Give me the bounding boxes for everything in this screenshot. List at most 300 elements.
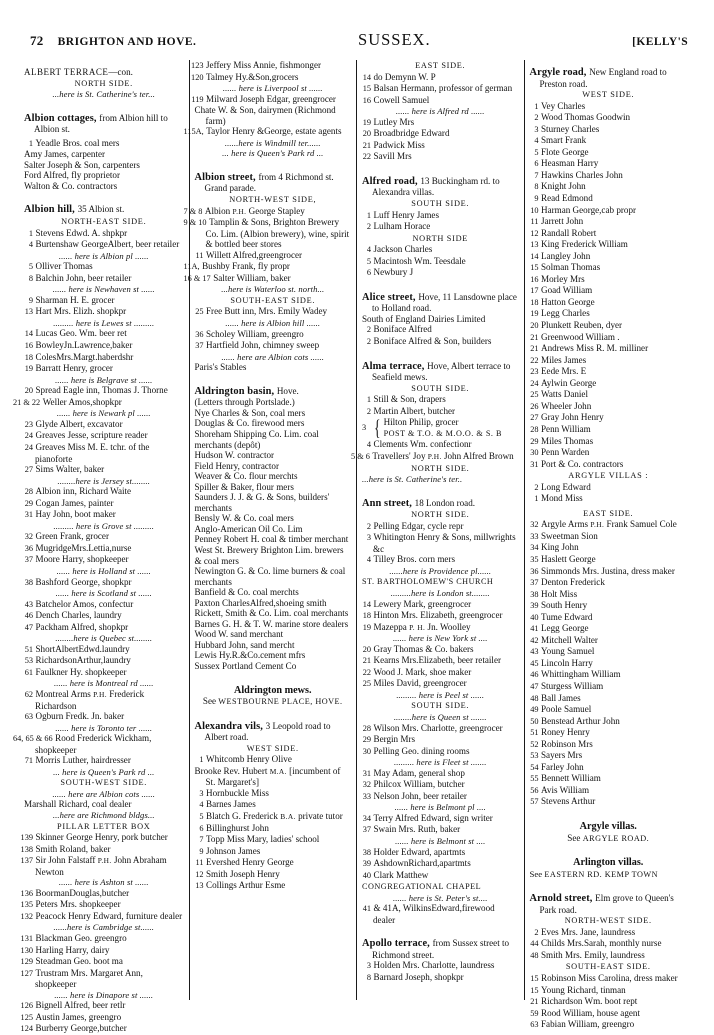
directory-entry[interactable] <box>195 566 352 587</box>
directory-entry[interactable] <box>24 149 184 160</box>
directory-entry[interactable] <box>195 492 352 513</box>
directory-entry[interactable] <box>195 629 352 640</box>
directory-entry[interactable] <box>183 205 352 218</box>
directory-entry[interactable] <box>384 428 519 440</box>
street-name: Arnold street, <box>529 893 596 905</box>
directory-entry[interactable] <box>183 272 352 285</box>
entry-name: POST & T.O. & M.O.O. & S. B <box>383 428 502 438</box>
house-number: 25 <box>362 679 371 689</box>
entry-line <box>24 363 184 375</box>
directory-entry[interactable] <box>24 599 184 611</box>
entry-line <box>20 832 184 844</box>
entry-line <box>195 619 352 630</box>
entry-name: Banfield & Co. coal merchts <box>194 587 299 598</box>
directory-entry[interactable] <box>191 60 352 72</box>
directory-entry[interactable] <box>362 779 519 791</box>
directory-entry[interactable] <box>195 811 352 823</box>
directory-entry[interactable] <box>195 450 352 461</box>
house-number: 1 <box>534 101 539 111</box>
house-number: 131 <box>20 934 33 944</box>
directory-entry[interactable] <box>362 151 519 163</box>
entry-line <box>362 72 519 84</box>
directory-entry[interactable] <box>195 250 352 262</box>
directory-entry[interactable] <box>362 521 519 533</box>
directory-entry[interactable] <box>530 112 688 124</box>
street-heading[interactable] <box>530 893 688 915</box>
directory-entry[interactable] <box>24 385 184 397</box>
street-extent: Hove, 11 Lansdowne place to Holland road. <box>372 291 517 314</box>
directory-entry[interactable] <box>20 956 184 968</box>
directory-entry[interactable] <box>362 314 519 325</box>
directory-entry[interactable] <box>13 396 184 409</box>
directory-entry[interactable] <box>183 261 352 273</box>
directory-entry[interactable] <box>530 493 688 505</box>
directory-entry[interactable] <box>24 644 184 656</box>
directory-entry[interactable] <box>195 619 352 630</box>
directory-entry[interactable] <box>24 689 184 711</box>
house-number: 4 <box>366 440 371 450</box>
directory-entry[interactable] <box>195 534 352 545</box>
directory-entry[interactable] <box>24 239 184 251</box>
entry-name: Harman George,cab propr <box>541 204 637 215</box>
directory-entry[interactable] <box>362 847 519 859</box>
directory-entry[interactable] <box>195 766 352 788</box>
directory-entry[interactable] <box>195 362 352 373</box>
cross-street-note: ...... here is New York st .... <box>392 633 488 644</box>
house-number: 130 <box>20 945 33 955</box>
directory-entry[interactable] <box>24 554 184 566</box>
directory-entry[interactable] <box>24 363 184 375</box>
house-number: 18 <box>530 297 539 307</box>
house-number: 23 <box>530 367 539 377</box>
directory-entry[interactable] <box>195 545 352 566</box>
house-number: 5 & 6 <box>351 451 370 461</box>
directory-entry[interactable] <box>24 228 184 240</box>
entry-line <box>530 147 688 159</box>
directory-entry[interactable] <box>530 612 688 624</box>
directory-entry[interactable] <box>530 623 688 635</box>
directory-entry[interactable] <box>530 785 688 797</box>
directory-entry[interactable] <box>24 430 184 442</box>
entry-line <box>530 181 688 193</box>
directory-entry[interactable] <box>24 261 184 273</box>
directory-entry[interactable] <box>24 610 184 622</box>
entry-line <box>24 599 184 611</box>
directory-entry[interactable] <box>362 439 519 451</box>
directory-entry[interactable] <box>24 442 184 464</box>
entry-name: Robinson Miss Carolina, dress maker <box>541 973 678 984</box>
entry-name: Evershed Henry George <box>206 857 294 868</box>
directory-entry[interactable] <box>530 600 688 612</box>
directory-entry[interactable] <box>195 306 352 318</box>
directory-entry[interactable] <box>195 482 352 493</box>
directory-entry[interactable] <box>362 667 519 679</box>
directory-entry[interactable] <box>195 429 352 450</box>
entry-line <box>530 927 688 939</box>
entry-name: Marshall Richard, coal dealer <box>24 799 132 810</box>
directory-entry[interactable] <box>530 285 688 297</box>
directory-entry[interactable] <box>20 1011 184 1024</box>
directory-entry[interactable] <box>362 813 519 825</box>
directory-entry[interactable] <box>530 996 688 1008</box>
directory-entry[interactable] <box>195 461 352 472</box>
directory-entry[interactable] <box>530 669 688 681</box>
directory-entry[interactable] <box>530 447 688 459</box>
directory-entry[interactable] <box>13 733 184 755</box>
directory-entry[interactable] <box>195 598 352 609</box>
directory-entry[interactable] <box>24 181 184 192</box>
directory-entry[interactable] <box>530 1019 688 1031</box>
directory-entry[interactable] <box>24 306 184 318</box>
entry-name: Sims Walter, baker <box>35 464 105 475</box>
directory-entry[interactable] <box>530 378 688 390</box>
house-number: 15 <box>362 84 371 94</box>
directory-entry[interactable] <box>24 577 184 589</box>
entry-name: Langley John <box>541 250 591 261</box>
street-heading-continued[interactable] <box>24 67 184 78</box>
directory-entry[interactable] <box>530 389 688 401</box>
directory-entry[interactable] <box>24 328 184 340</box>
directory-entry[interactable] <box>362 881 519 893</box>
directory-entry[interactable] <box>530 542 688 554</box>
directory-entry[interactable] <box>530 274 688 286</box>
directory-entry[interactable] <box>362 622 519 634</box>
directory-entry[interactable] <box>195 661 352 672</box>
directory-entry[interactable] <box>24 273 184 285</box>
entry-name: Taylor Henry &George, estate agents <box>206 126 342 137</box>
house-number: 14 <box>362 599 371 609</box>
house-number: 22 <box>530 355 539 365</box>
directory-entry[interactable] <box>191 71 352 84</box>
entry-name: Clark Matthew <box>373 869 429 880</box>
directory-entry[interactable] <box>24 138 184 150</box>
directory-entry[interactable] <box>362 256 519 268</box>
directory-entry[interactable] <box>362 336 519 348</box>
street-heading[interactable] <box>195 721 352 743</box>
entry-name: Barnes G. H. & T. W. marine store dealers <box>194 618 349 629</box>
house-number: 20 <box>24 386 33 396</box>
street-heading[interactable]: Argyle villas. <box>579 821 637 832</box>
directory-entry[interactable] <box>195 823 352 835</box>
directory-entry[interactable] <box>20 1023 184 1035</box>
directory-entry[interactable] <box>362 599 519 611</box>
directory-entry[interactable] <box>530 762 688 774</box>
directory-entry[interactable] <box>362 394 519 406</box>
directory-entry[interactable] <box>24 711 184 723</box>
directory-entry[interactable] <box>530 401 688 413</box>
house-number: 23 <box>24 419 33 429</box>
directory-entry[interactable] <box>20 887 184 900</box>
directory-entry[interactable] <box>20 944 184 957</box>
directory-entry[interactable] <box>362 644 519 656</box>
directory-entry[interactable] <box>195 608 352 619</box>
cross-street-note: ...... here is Ashton st ...... <box>58 877 149 888</box>
entry-name: Shoreham Shipping Co. Lim. coal merchants (depôt) <box>194 428 319 450</box>
street-heading[interactable] <box>24 204 184 216</box>
directory-entry[interactable] <box>530 658 688 670</box>
directory-entry[interactable] <box>20 843 184 856</box>
directory-entry[interactable] <box>530 251 688 263</box>
house-number: 3 <box>362 423 367 433</box>
house-number: 7 <box>199 835 204 845</box>
directory-entry[interactable] <box>362 576 519 588</box>
directory-entry[interactable] <box>362 221 519 233</box>
directory-entry[interactable] <box>20 1000 184 1012</box>
directory-entry[interactable] <box>195 340 352 352</box>
entry-line <box>530 193 688 205</box>
directory-entry[interactable] <box>530 170 688 182</box>
directory-entry[interactable] <box>530 436 688 448</box>
entry-name: Pelling Geo. dining rooms <box>373 745 470 756</box>
directory-entry[interactable] <box>20 910 184 923</box>
directory-entry[interactable] <box>530 320 688 332</box>
directory-entry[interactable] <box>24 295 184 307</box>
entry-name: Austin James, greengro <box>35 1011 122 1022</box>
directory-entry[interactable] <box>20 933 184 945</box>
directory-entry[interactable] <box>362 554 519 566</box>
directory-entry[interactable] <box>530 716 688 728</box>
directory-entry[interactable] <box>530 343 688 355</box>
directory-entry[interactable] <box>530 985 688 997</box>
house-number: 9 <box>199 846 204 856</box>
directory-entry[interactable] <box>530 297 688 309</box>
entry-name: Spiller & Baker, flour mers <box>194 481 294 492</box>
directory-entry[interactable] <box>362 83 519 95</box>
cross-reference[interactable]: See EASTERN RD. KEMP TOWN <box>529 868 659 879</box>
cross-reference[interactable]: See ARGYLE ROAD. <box>567 832 650 843</box>
directory-entry[interactable] <box>530 193 688 205</box>
directory-entry[interactable] <box>530 577 688 589</box>
directory-entry[interactable] <box>362 903 519 925</box>
directory-entry[interactable] <box>195 587 352 598</box>
directory-entry[interactable] <box>24 419 184 431</box>
directory-entry[interactable] <box>24 498 184 510</box>
directory-entry[interactable] <box>195 418 352 429</box>
directory-entry[interactable] <box>362 723 519 735</box>
street-heading[interactable] <box>362 292 519 314</box>
directory-entry[interactable] <box>530 796 688 808</box>
directory-entry[interactable] <box>195 869 352 881</box>
directory-entry[interactable] <box>530 531 688 543</box>
directory-entry[interactable] <box>24 667 184 679</box>
directory-entry[interactable] <box>530 973 688 985</box>
directory-entry[interactable] <box>530 681 688 693</box>
directory-entry[interactable] <box>195 880 352 892</box>
house-number: 2 <box>534 927 539 937</box>
directory-entry[interactable] <box>362 117 519 129</box>
directory-entry[interactable] <box>530 424 688 436</box>
directory-entry[interactable] <box>530 773 688 785</box>
directory-entry[interactable] <box>362 791 519 803</box>
directory-entry[interactable] <box>24 799 184 810</box>
directory-entry[interactable] <box>530 739 688 751</box>
directory-entry[interactable] <box>362 244 519 256</box>
directory-entry[interactable] <box>362 140 519 152</box>
directory-entry[interactable] <box>362 960 519 972</box>
street-heading[interactable] <box>362 361 519 383</box>
directory-entry[interactable] <box>530 228 688 240</box>
entry-line <box>362 903 519 925</box>
directory-entry[interactable] <box>362 610 519 622</box>
entry-name: Hartfield John, chimney sweep <box>206 340 320 351</box>
directory-entry[interactable] <box>195 329 352 341</box>
directory-entry[interactable] <box>24 352 184 364</box>
directory-entry[interactable] <box>195 834 352 846</box>
directory-entry[interactable] <box>195 513 352 524</box>
street-heading[interactable]: Arlington villas. <box>573 857 644 869</box>
directory-entry[interactable] <box>362 267 519 279</box>
directory-entry[interactable] <box>362 972 519 984</box>
street-heading[interactable]: Aldrington mews. <box>233 684 312 696</box>
directory-entry[interactable] <box>362 128 519 140</box>
cross-reference[interactable]: See WESTBOURNE PLACE, HOVE. <box>202 696 343 707</box>
street-heading[interactable] <box>195 172 352 194</box>
directory-entry[interactable] <box>530 646 688 658</box>
entry-line <box>530 436 688 448</box>
directory-entry[interactable] <box>362 678 519 690</box>
house-number: 137 <box>20 856 33 866</box>
street-heading[interactable] <box>195 386 352 398</box>
entry-line <box>530 750 688 762</box>
directory-entry[interactable] <box>24 170 184 181</box>
entry-name: Free Butt inn, Mrs. Emily Wadey <box>206 306 328 317</box>
directory-entry[interactable] <box>362 870 519 882</box>
entry-line <box>362 622 519 634</box>
directory-entry[interactable] <box>362 532 519 554</box>
directory-entry[interactable] <box>362 72 519 84</box>
directory-entry[interactable] <box>530 589 688 601</box>
directory-entry[interactable] <box>24 531 184 543</box>
directory-entry[interactable] <box>183 217 352 250</box>
entry-line <box>530 973 688 985</box>
directory-entry[interactable] <box>24 486 184 498</box>
entry-line <box>530 1008 688 1020</box>
side-caption: ARGYLE VILLAS : <box>568 471 649 481</box>
directory-entry[interactable] <box>530 1008 688 1020</box>
directory-entry[interactable] <box>362 210 519 222</box>
directory-entry[interactable] <box>530 332 688 344</box>
directory-entry[interactable] <box>195 524 352 535</box>
directory-entry[interactable] <box>362 655 519 667</box>
directory-entry[interactable] <box>24 464 184 476</box>
directory-entry[interactable] <box>362 858 519 870</box>
directory-entry[interactable] <box>24 543 184 555</box>
directory-entry[interactable] <box>195 846 352 858</box>
directory-entry[interactable]: Hilton Philip, grocer <box>383 417 459 428</box>
directory-entry[interactable] <box>530 750 688 762</box>
directory-entry[interactable] <box>530 704 688 716</box>
qualifier-abbrev: P.H. <box>590 520 605 530</box>
directory-entry[interactable] <box>530 158 688 170</box>
directory-entry[interactable] <box>20 832 184 844</box>
directory-entry[interactable] <box>530 482 688 494</box>
directory-entry[interactable] <box>183 126 352 138</box>
directory-entry[interactable] <box>195 857 352 869</box>
directory-entry[interactable] <box>362 406 519 418</box>
directory-entry[interactable] <box>195 799 352 811</box>
directory-entry[interactable] <box>530 216 688 228</box>
directory-entry[interactable] <box>530 519 688 531</box>
directory-entry[interactable] <box>195 105 352 126</box>
entry-name: Penney Robert H. coal & timber merchant <box>194 534 349 545</box>
grouped-entry[interactable] <box>362 417 519 439</box>
entry-name: Richardson Wm. boot rept <box>541 996 638 1007</box>
directory-entry[interactable] <box>530 101 688 113</box>
directory-entry[interactable] <box>530 366 688 378</box>
directory-entry[interactable] <box>530 181 688 193</box>
street-heading[interactable] <box>362 176 519 198</box>
directory-entry[interactable] <box>362 734 519 746</box>
directory-entry[interactable] <box>530 205 688 217</box>
street-heading[interactable] <box>362 938 519 960</box>
directory-entry[interactable] <box>530 124 688 136</box>
directory-entry[interactable] <box>362 824 519 836</box>
directory-entry[interactable] <box>24 340 184 352</box>
directory-entry[interactable] <box>191 93 352 106</box>
entry-name: Robinson Mrs <box>541 738 593 749</box>
directory-entry[interactable] <box>195 754 352 766</box>
entry-name: Hatton George <box>541 296 595 307</box>
directory-entry[interactable] <box>24 655 184 667</box>
directory-entry[interactable] <box>362 746 519 758</box>
directory-entry[interactable] <box>530 927 688 939</box>
directory-entry[interactable] <box>195 788 352 800</box>
directory-entry[interactable] <box>195 640 352 651</box>
directory-entry[interactable] <box>530 727 688 739</box>
directory-entry[interactable] <box>20 967 184 990</box>
directory-entry[interactable] <box>530 239 688 251</box>
entry-name: Denton Frederick <box>541 577 605 588</box>
directory-entry[interactable] <box>530 262 688 274</box>
directory-entry[interactable] <box>20 855 184 877</box>
directory-entry[interactable] <box>530 635 688 647</box>
street-heading[interactable] <box>24 113 184 135</box>
street-heading[interactable] <box>362 498 519 510</box>
entry-line <box>183 217 352 250</box>
entry-line <box>24 306 184 318</box>
entry-line <box>195 482 352 493</box>
directory-entry[interactable] <box>530 308 688 320</box>
street-heading[interactable] <box>530 67 688 89</box>
directory-entry[interactable] <box>530 147 688 159</box>
directory-entry[interactable] <box>530 459 688 471</box>
directory-entry[interactable] <box>195 471 352 482</box>
directory-entry[interactable] <box>530 938 688 950</box>
directory-entry[interactable] <box>530 950 688 962</box>
directory-entry[interactable] <box>530 412 688 424</box>
directory-entry[interactable] <box>362 768 519 780</box>
directory-entry[interactable] <box>362 324 519 336</box>
directory-entry[interactable] <box>530 355 688 367</box>
entry-line <box>24 799 184 810</box>
directory-entry[interactable] <box>530 135 688 147</box>
directory-entry[interactable] <box>24 755 184 767</box>
directory-entry[interactable] <box>24 622 184 634</box>
directory-entry[interactable] <box>24 160 184 171</box>
directory-entry[interactable] <box>20 899 184 911</box>
directory-entry[interactable] <box>195 650 352 661</box>
directory-entry[interactable] <box>24 509 184 521</box>
directory-entry[interactable] <box>530 566 688 578</box>
directory-entry[interactable] <box>195 397 352 408</box>
directory-entry[interactable] <box>530 554 688 566</box>
directory-entry[interactable] <box>195 408 352 419</box>
directory-entry[interactable] <box>362 95 519 107</box>
house-number: 9 <box>534 194 539 204</box>
directory-entry[interactable] <box>530 693 688 705</box>
entry-name: Rood Frederick Wickham, shopkeeper <box>35 733 152 755</box>
directory-entry[interactable] <box>351 450 519 463</box>
